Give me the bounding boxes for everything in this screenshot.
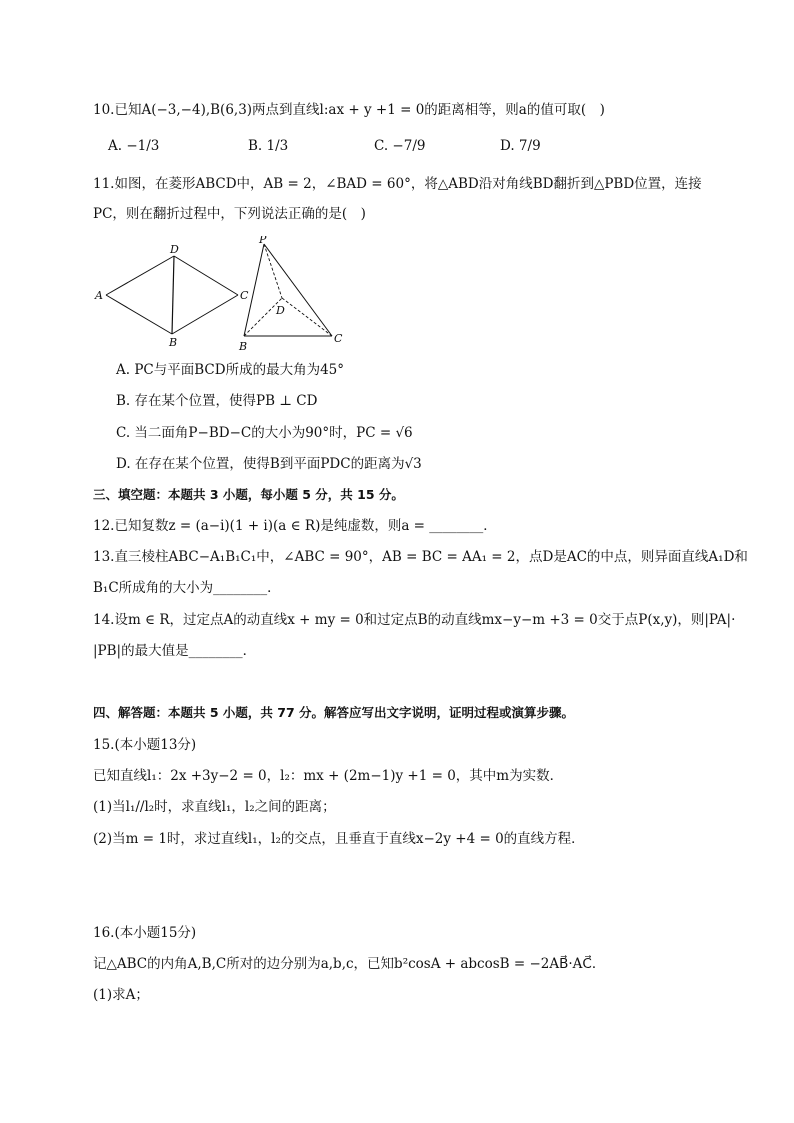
q11-stem-line2: PC，则在翻折过程中，下列说法正确的是( ) xyxy=(93,206,366,222)
q15-title: 15.(本小题13分) xyxy=(93,737,197,753)
q16-line1: 记△ABC的内角A,B,C所对的边分别为a,b,c，已知b²cosA + abcosB = −2AB⃗·AC⃗． xyxy=(93,956,606,972)
q10-option-d: D. 7/9 xyxy=(500,138,541,154)
q11-figure xyxy=(92,236,362,356)
label-c: C xyxy=(240,289,249,302)
q11-stem-line1: 11.如图，在菱形ABCD中，AB = 2，∠BAD = 60°，将△ABD沿对角线BD翻折到△PBD位置，连接 xyxy=(93,176,702,192)
q13-line2: B₁C所成角的大小为________． xyxy=(93,580,281,596)
q11-option-a: A. PC与平面BCD所成的最大角为45° xyxy=(116,362,344,378)
q10-stem: 10.已知A(−3,−4),B(6,3)两点到直线l:ax + y +1 = 0的距离相等，则a的值可取( ) xyxy=(93,102,605,118)
label-b2: B xyxy=(239,340,248,352)
q11-option-b: B. 存在某个位置，使得PB ⊥ CD xyxy=(116,393,318,409)
q11-option-c: C. 当二面角P−BD−C的大小为90°时，PC = √6 xyxy=(116,425,413,441)
q12-text: 12.已知复数z = (a−i)(1 + i)(a ∈ R)是纯虚数，则a = ________． xyxy=(93,518,497,534)
label-d2: D xyxy=(276,304,285,317)
label-c2: C xyxy=(334,332,343,345)
q16-title: 16.(本小题15分) xyxy=(93,925,197,941)
pyramid-pbcd xyxy=(244,244,332,336)
q10-option-a: A. −1/3 xyxy=(108,138,160,154)
q11-option-d: D. 在存在某个位置，使得B到平面PDC的距离为√3 xyxy=(116,456,422,472)
q15-line1: 已知直线l₁：2x +3y−2 = 0，l₂：mx + (2m−1)y +1 = 0，其中m为实数． xyxy=(93,768,564,784)
q10-option-b: B. 1/3 xyxy=(248,138,289,154)
q14-line1: 14.设m ∈ R，过定点A的动直线x + my = 0和过定点B的动直线mx−y−m +3 = 0交于点P(x,y)，则|PA|· xyxy=(93,612,736,628)
q15-part2: (2)当m = 1时，求过直线l₁，l₂的交点，且垂直于直线x−2y +4 = 0的直线方程． xyxy=(93,831,585,847)
q15-part1: (1)当l₁//l₂时，求直线l₁，l₂之间的距离； xyxy=(93,799,336,815)
label-p: P xyxy=(259,236,267,246)
rhombus-and-pyramid-diagram xyxy=(92,236,362,352)
label-b: B xyxy=(169,336,178,349)
label-a: A xyxy=(95,289,103,302)
q10-option-c: C. −7/9 xyxy=(374,138,426,154)
label-d: D xyxy=(170,243,179,256)
rhombus-abcd xyxy=(106,256,238,334)
q13-line1: 13.直三棱柱ABC−A₁B₁C₁中，∠ABC = 90°，AB = BC = AA₁ = 2，点D是AC的中点，则异面直线A₁D和 xyxy=(93,549,748,565)
q14-line2: |PB|的最大值是________． xyxy=(93,643,257,659)
section-4-heading: 四、解答题：本题共 5 小题，共 77 分。解答应写出文字说明，证明过程或演算步骤。 xyxy=(93,705,575,720)
section-3-heading: 三、填空题：本题共 3 小题，每小题 5 分，共 15 分。 xyxy=(93,487,404,502)
q16-part1: (1)求A； xyxy=(93,987,149,1003)
